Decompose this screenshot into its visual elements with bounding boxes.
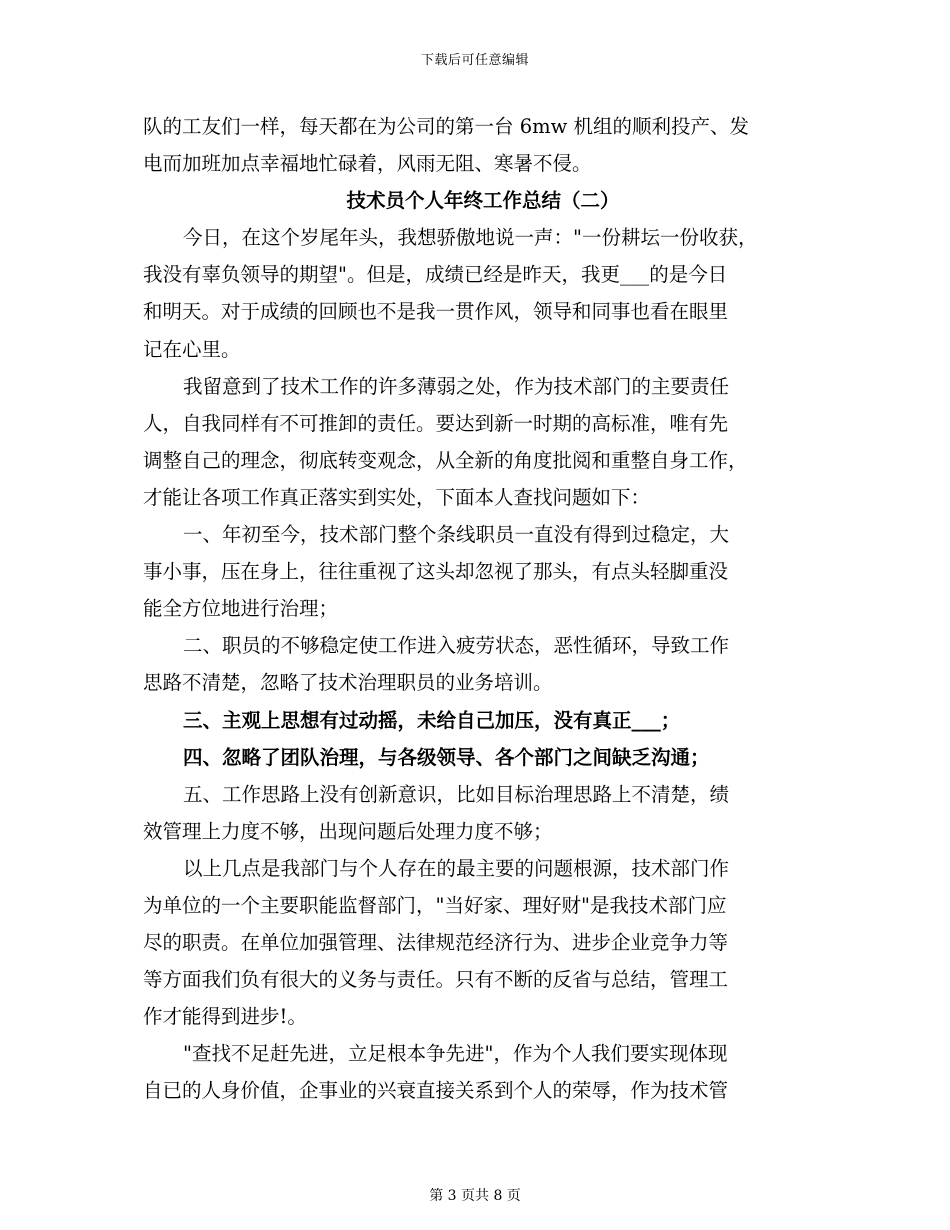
text-line: 五、工作思路上没有创新意识，比如目标治理思路上不清楚，绩 [183,782,730,806]
text-line: 调整自己的理念，彻底转变观念，从全新的角度批阅和重整自身工作， [143,448,748,472]
text-line: 和明天。对于成绩的回顾也不是我一贯作风，领导和同事也看在眼里 [143,300,729,324]
text-line: 思路不清楚，忽略了技术治理职员的业务培训。 [143,671,553,695]
text-line: 我留意到了技术工作的许多薄弱之处，作为技术部门的主要责任 [183,374,730,398]
text-line: 尽的职责。在单位加强管理、法律规范经济行为、进步企业竞争力等 [143,931,729,955]
text-line: 自已的人身价值，企事业的兴衰直接关系到个人的荣辱，作为技术管 [143,1079,729,1103]
text-line: 等方面我们负有很大的义务与责任。只有不断的反省与总结，管理工 [143,968,729,992]
page-footer: 第 3 页共 8 页 [429,1188,521,1204]
text-line: 三、主观上思想有过动摇，未给自己加压，没有真正___； [183,708,681,732]
text-line: 我没有辜负领导的期望"。但是，成绩已经是昨天，我更___的是今日 [143,263,728,287]
text-line: 队的工友们一样，每天都在为公司的第一台 6mw 机组的顺利投产、发 [143,115,749,138]
text-line: 电而加班加点幸福地忙碌着，风雨无阻、寒暑不侵。 [143,152,592,176]
text-line: 以上几点是我部门与个人存在的最主要的问题根源，技术部门作 [183,856,730,880]
text-line: 一、年初至今，技术部门整个条线职员一直没有得到过稳定，大 [183,523,730,547]
section-title: 技术员个人年终工作总结（二） [346,189,620,213]
page-header: 下载后可任意编辑 [420,53,529,68]
text-line: "查找不足赶先进，立足根本争先进"，作为个人我们要实现体现 [183,1042,728,1066]
text-line: 人，自我同样有不可推卸的责任。要达到新一时期的高标准，唯有先 [143,411,729,435]
text-line: 才能让各项工作真正落实到实处，下面本人查找问题如下： [143,485,651,509]
text-line: 四、忽略了团队治理，与各级领导、各个部门之间缺乏沟通； [183,745,710,769]
text-line: 效管理上力度不够，出现问题后处理力度不够； [143,819,553,843]
text-line: 二、职员的不够稳定使工作进入疲劳状态，恶性循环，导致工作 [183,634,730,658]
document-body [143,108,803,1110]
text-line: 能全方位地进行治理； [143,597,339,621]
text-line: 作才能得到进步!。 [143,1005,307,1029]
text-line: 今日，在这个岁尾年头，我想骄傲地说一声："一份耕坛一份收获， [183,226,758,250]
text-line: 为单位的一个主要职能监督部门，"当好家、理好财"是我技术部门应 [143,893,727,917]
text-line: 记在心里。 [143,337,241,361]
text-line: 事小事，压在身上，往往重视了这头却忽视了那头，有点头轻脚重没 [143,560,729,584]
